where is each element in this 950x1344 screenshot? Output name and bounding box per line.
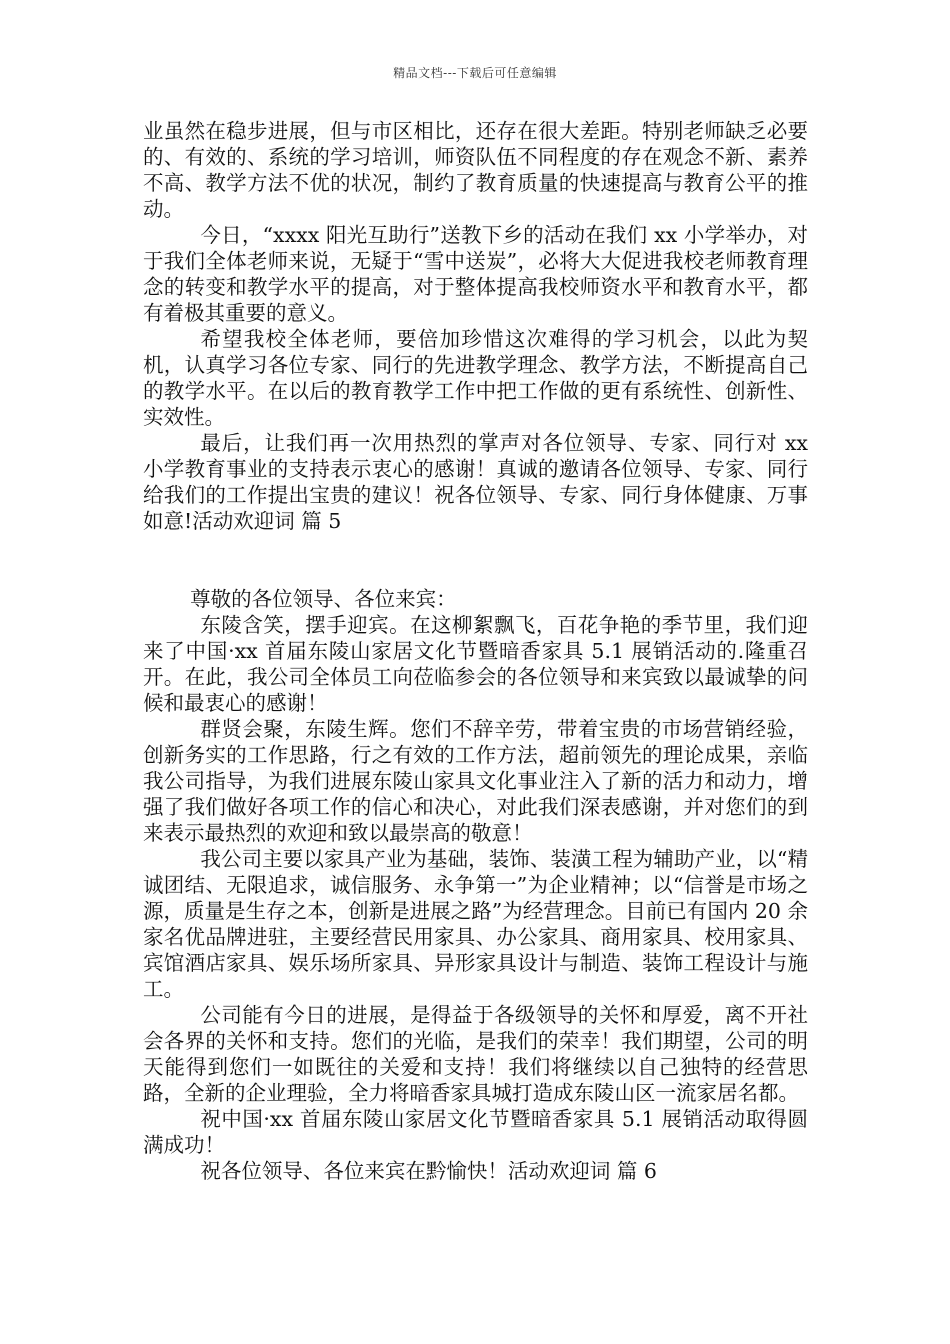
paragraph-1: 业虽然在稳步进展，但与市区相比，还存在很大差距。特别老师缺乏必要的、有效的、系统的学习培训，师资队伍不同程度的存在观念不新、素养不高、教学方法不优的状况，制约了教育质量的快速提高与教育公平的推动。 — [143, 119, 808, 221]
paragraph-9: 祝中国·xx 首届东陵山家居文化节暨暗香家具 5.1 展销活动取得圆满成功！ — [143, 1107, 808, 1157]
paragraph-4: 最后，让我们再一次用热烈的掌声对各位领导、专家、同行对 xx 小学教育事业的支持表示衷心的感谢！真诚的邀请各位领导、专家、同行给我们的工作提出宝贵的建议！祝各位领导、专家、同行身体健康、万事如意!活动欢迎词 篇 5 — [143, 431, 808, 533]
page-header: 精品文档---下载后可任意编辑 — [393, 66, 557, 80]
paragraph-10: 祝各位领导、各位来宾在黔愉快！活动欢迎词 篇 6 — [200, 1159, 657, 1183]
paragraph-5: 东陵含笑，摆手迎宾。在这柳絮飘飞，百花争艳的季节里，我们迎来了中国·xx 首届东陵山家居文化节暨暗香家具 5.1 展销活动的.隆重召开。在此，我公司全体员工向莅临参会的各位领导和来宾致以最诚挚的问候和最衷心的感谢！ — [143, 613, 808, 715]
paragraph-7: 我公司主要以家具产业为基础，装饰、装潢工程为辅助产业，以“精诚团结、无限追求，诚信服务、永争第一”为企业精神；以“信誉是市场之源，质量是生存之本，创新是进展之路”为经营理念。目前已有国内 20 余家名优品牌进驻，主要经营民用家具、办公家具、商用家具、校用家具、宾馆酒店家具、娱乐场所家具、异形家具设计与制造、装饰工程设计与施工。 — [143, 847, 808, 1001]
section-gap — [143, 534, 808, 586]
salutation: 尊敬的各位领导、各位来宾： — [190, 587, 457, 611]
document-body — [143, 118, 808, 1184]
paragraph-6: 群贤会聚，东陵生辉。您们不辞辛劳，带着宝贵的市场营销经验，创新务实的工作思路，行之有效的工作方法，超前领先的理论成果，亲临我公司指导，为我们进展东陵山家具文化事业注入了新的活力和动力，增强了我们做好各项工作的信心和决心，对此我们深表感谢，并对您们的到来表示最热烈的欢迎和致以最崇高的敬意！ — [143, 717, 808, 845]
paragraph-3: 希望我校全体老师，要倍加珍惜这次难得的学习机会，以此为契机，认真学习各位专家、同行的先进教学理念、教学方法，不断提高自己的教学水平。在以后的教育教学工作中把工作做的更有系统性、创新性、实效性。 — [143, 327, 808, 429]
paragraph-8: 公司能有今日的进展，是得益于各级领导的关怀和厚爱，离不开社会各界的关怀和支持。您们的光临，是我们的荣幸！我们期望，公司的明天能得到您们一如既往的关爱和支持！我们将继续以自己独特的经营思路，全新的企业理验，全力将暗香家具城打造成东陵山区一流家居名都。 — [143, 1003, 808, 1105]
paragraph-2: 今日，“xxxx 阳光互助行”送教下乡的活动在我们 xx 小学举办，对于我们全体老师来说，无疑于“雪中送炭”，必将大大促进我校老师教育理念的转变和教学水平的提高，对于整体提高我校师资水平和教育水平，都有着极其重要的意义。 — [143, 223, 808, 325]
